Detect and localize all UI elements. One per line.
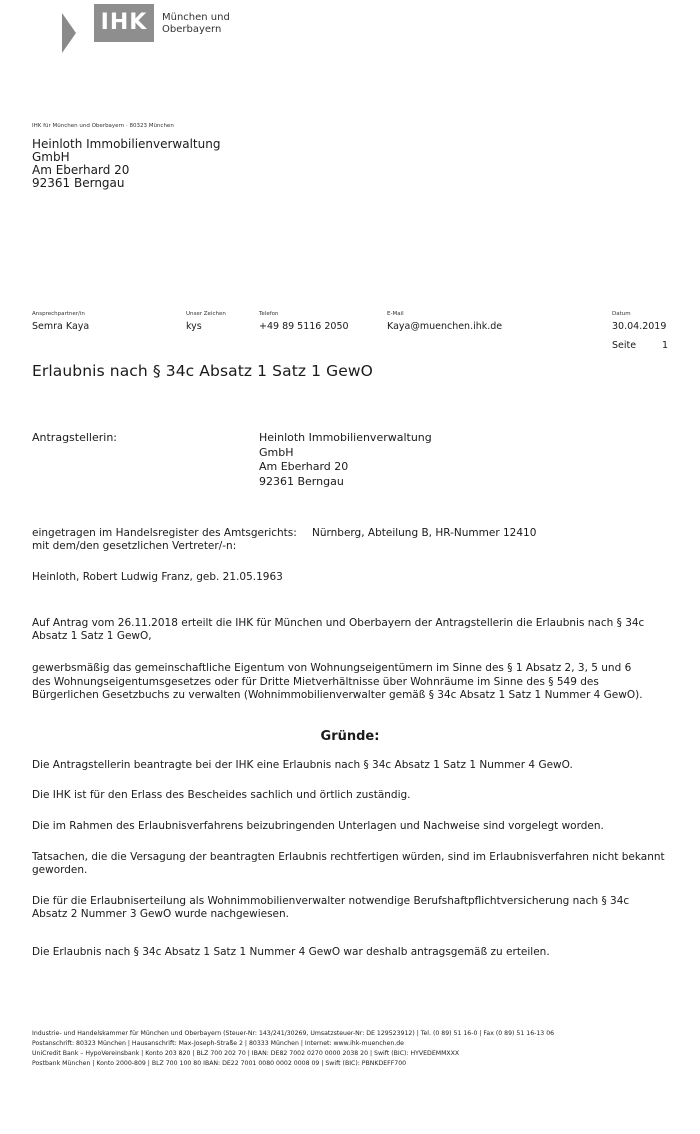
footer-line: UniCredit Bank – HypoVereinsbank | Konto 203 820 | BLZ 700 202 70 | IBAN: DE82 7002 0270 0000 2038 20 | Swift (BIC): HYVEDEMMXXX [32,1050,460,1057]
reason-paragraph [32,759,573,772]
text-line: Die für die Erlaubniserteilung als Wohnimmobilienverwalter notwendige Berufshaftpflichtversicherung nach § 34c [32,895,630,907]
register-label: eingetragen im Handelsregister des Amtsgerichts: [32,527,297,539]
logo-line-1: München und [162,12,230,23]
recipient-address [32,138,220,190]
sign-value: kys [186,321,202,332]
representative-label: mit dem/den gesetzlichen Vertreter/-n: [32,540,237,552]
text-line: Absatz 2 Nummer 3 GewO wurde nachgewiesen. [32,908,289,920]
footer-line: Postbank München | Konto 2000-809 | BLZ 700 100 80 IBAN: DE22 7001 0080 0002 0008 09 | Swift (BIC): PBNKDEFF700 [32,1060,407,1067]
recipient-line: Heinloth Immobilienverwaltung [32,137,221,151]
page-number: 1 [662,340,669,351]
text-line: Tatsachen, die die Versagung der beantragten Erlaubnis rechtfertigen würden, sind im Erlaubnisverfahren nicht bekannt [32,851,665,863]
sender-address-line: IHK für München und Oberbayern · 80323 München [32,123,174,129]
contact-label: Ansprechpartner/in [32,311,85,317]
date-label: Datum [612,311,631,317]
scope-paragraph [32,662,643,703]
logo-line-2: Oberbayern [162,24,222,35]
grant-paragraph [32,617,644,643]
recipient-line: Am Eberhard 20 [32,163,130,177]
footer-line: Postanschrift: 80323 München | Hausanschrift: Max-Joseph-Straße 2 | 80333 München | Internet: www.ihk-muenchen.de [32,1040,404,1047]
text-line: Die Antragstellerin beantragte bei der IHK eine Erlaubnis nach § 34c Absatz 1 Satz 1 Nummer 4 GewO. [32,759,573,771]
reason-paragraph [32,895,629,921]
text-line: Bürgerlichen Gesetzbuchs zu verwalten (Wohnimmobilienverwalter gemäß § 34c Absatz 1 Satz 1 Nummer 4 GewO). [32,689,643,701]
logo-subtitle [162,12,230,36]
reason-paragraph [32,789,411,802]
phone-value: +49 89 5116 2050 [259,321,349,332]
date-value: 30.04.2019 [612,321,667,332]
applicant-label: Antragstellerin: [32,431,118,444]
recipient-line: GmbH [32,150,70,164]
contact-value: Semra Kaya [32,321,90,332]
ihk-logo: IHK [94,4,154,42]
recipient-line: 92361 Berngau [32,176,125,190]
email-value[interactable]: Kaya@muenchen.ihk.de [387,321,503,332]
page-label: Seite [612,340,637,351]
applicant-line: Heinloth Immobilienverwaltung [259,431,432,444]
text-line: Die im Rahmen des Erlaubnisverfahrens beizubringenden Unterlagen und Nachweise sind vorgelegt worden. [32,820,604,832]
reason-paragraph [32,851,665,877]
footer-line: Industrie- und Handelskammer für München und Oberbayern (Steuer-Nr: 143/241/30269, Umsatzsteuer-Nr: DE 129523912) | Tel. (0 89) 51 16-0 | Fax (0 89) 51 16-13 06 [32,1030,555,1037]
text-line: Die IHK ist für den Erlass des Bescheides sachlich und örtlich zuständig. [32,789,411,801]
representative-name: Heinloth, Robert Ludwig Franz, geb. 21.05.1963 [32,571,283,583]
text-line: Auf Antrag vom 26.11.2018 erteilt die IHK für München und Oberbayern der Antragstellerin die Erlaubnis nach § 34c [32,617,645,629]
email-label: E-Mail [387,311,404,317]
applicant-line: GmbH [259,445,294,459]
text-line: Die Erlaubnis nach § 34c Absatz 1 Satz 1 Nummer 4 GewO war deshalb antragsgemäß zu erteilen. [32,946,550,958]
reason-paragraph [32,946,550,959]
document-title: Erlaubnis nach § 34c Absatz 1 Satz 1 GewO [32,362,373,380]
reason-paragraph [32,820,604,833]
reasons-heading: Gründe: [320,729,380,744]
footer [32,1029,554,1069]
text-line: Absatz 1 Satz 1 GewO, [32,630,152,642]
applicant-address [259,431,432,489]
phone-label: Telefon [259,311,279,317]
text-line: geworden. [32,864,88,876]
applicant-line: Am Eberhard 20 [259,460,349,473]
sign-label: Unser Zeichen [186,311,226,317]
text-line: gewerbsmäßig das gemeinschaftliche Eigentum von Wohnungseigentümern im Sinne des § 1 Absatz 2, 3, 5 und 6 [32,662,632,674]
logo-arrow-icon [62,13,76,53]
applicant-line: 92361 Berngau [259,474,344,488]
text-line: des Wohnungseigentumsgesetzes oder für Dritte Mietverhältnisse über Wohnräume im Sinne des § 549 des [32,675,599,688]
register-value: Nürnberg, Abteilung B, HR-Nummer 12410 [312,527,537,539]
